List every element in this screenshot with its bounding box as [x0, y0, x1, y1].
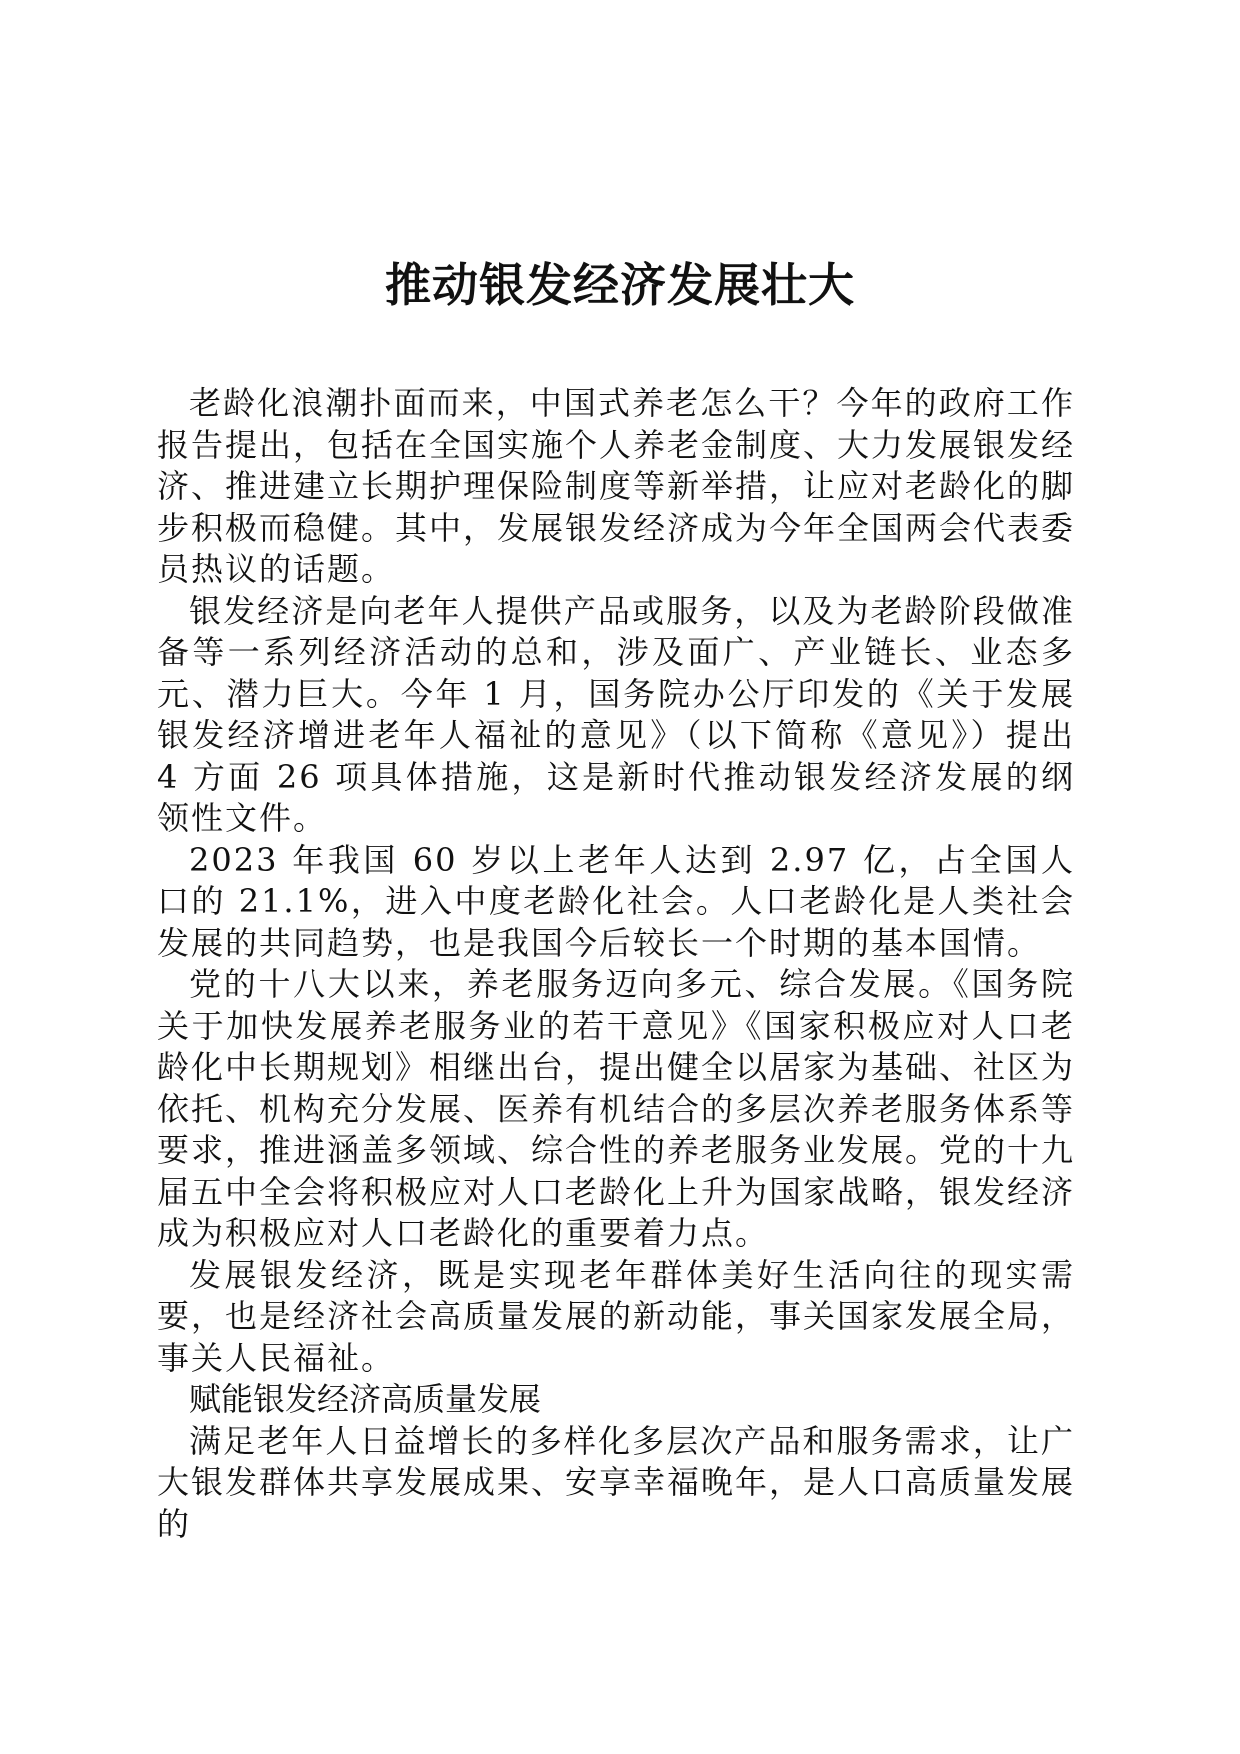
paragraph-4: 党的十八大以来，养老服务迈向多元、综合发展。《国务院关于加快发展养老服务业的若干意见》《国家积极应对人口老龄化中长期规划》相继出台，提出健全以居家为基础、社区为依托、机构充分发展、医养有机结合的多层次养老服务体系等要求，推进涵盖多领域、综合性的养老服务业发展。党的十九届五中全会将积极应对人口老龄化上升为国家战略，银发经济成为积极应对人口老龄化的重要着力点。 — [157, 965, 1076, 1252]
paragraph-2: 银发经济是向老年人提供产品或服务，以及为老龄阶段做准备等一系列经济活动的总和，涉及面广、产业链长、业态多元、潜力巨大。今年 1 月，国务院办公厅印发的《关于发展银发经济增进老年人福祉的意见》（以下简称《意见》）提出 4 方面 26 项具体措施，这是新时代推动银发经济发展的纲领性文件。 — [157, 591, 1075, 837]
document-title: 推动银发经济发展壮大 — [385, 258, 855, 312]
paragraph-5: 发展银发经济，既是实现老年群体美好生活向往的现实需要，也是经济社会高质量发展的新动能，事关国家发展全局，事关人民福祉。 — [157, 1255, 1076, 1377]
section-heading: 赋能银发经济高质量发展 — [189, 1380, 542, 1418]
paragraph-3: 2023 年我国 60 岁以上老年人达到 2.97 亿，占全国人口的 21.1%，进入中度老龄化社会。人口老龄化是人类社会发展的共同趋势，也是我国今后较长一个时期的基本国情。 — [157, 840, 1075, 962]
paragraph-1: 老龄化浪潮扑面而来，中国式养老怎么干？今年的政府工作报告提出，包括在全国实施个人养老金制度、大力发展银发经济、推进建立长期护理保险制度等新举措，让应对老龄化的脚步积极而稳健。其中，发展银发经济成为今年全国两会代表委员热议的话题。 — [157, 384, 1076, 588]
paragraph-6: 满足老年人日益增长的多样化多层次产品和服务需求，让广大银发群体共享发展成果、安享幸福晚年，是人口高质量发展的 — [157, 1421, 1076, 1543]
document-body — [157, 383, 1075, 1545]
